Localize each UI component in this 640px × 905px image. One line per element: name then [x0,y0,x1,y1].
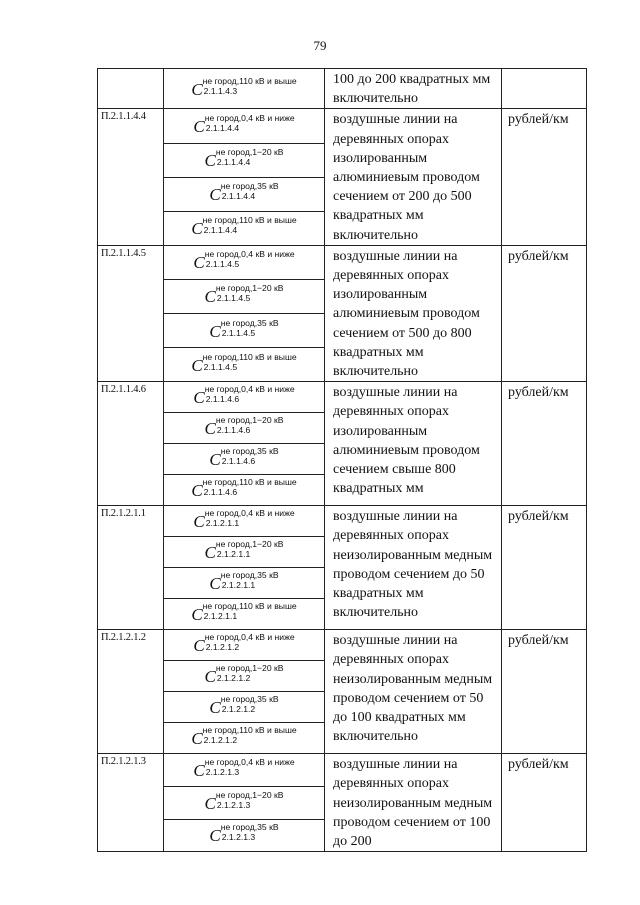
rate-index-stack [221,694,279,714]
rate-index-stack [205,384,295,404]
rate-formula [164,475,324,505]
rate-symbol-letter: C [193,116,205,136]
rate-superscript: не город,0,4 кВ и ниже [204,249,295,260]
rate-symbol-cell [164,723,325,754]
rate-index-stack [203,725,297,745]
rate-index-stack [216,283,284,303]
rate-formula [164,599,324,629]
rate-superscript: не город,110 кВ и выше [202,725,297,736]
row-description: 100 до 200 квадратных мм включительно [325,69,502,109]
rate-symbol-letter: C [193,253,205,273]
rate-formula [164,506,324,536]
rate-index-stack [205,632,295,652]
rate-symbol-letter: C [209,698,221,718]
rate-formula [164,382,324,412]
rate-subscript: 2.1.1.4.6 [221,456,256,467]
row-code [98,69,164,109]
rate-subscript: 2.1.1.4.6 [216,425,251,436]
rate-symbol-cell [164,69,325,109]
rate-subscript: 2.1.1.4.5 [203,361,238,372]
rate-symbol-cell [164,692,325,723]
rate-superscript: не город,35 кВ [220,181,279,192]
rate-formula [164,74,324,104]
rate-index-stack [221,446,279,466]
rate-index-stack [203,352,297,372]
rate-formula [164,247,324,277]
rate-subscript: 2.1.2.1.2 [221,704,256,715]
rate-formula [164,692,324,722]
rate-superscript: не город,1−20 кВ [215,283,284,294]
rate-symbol-cell [164,109,325,143]
rate-index-stack [205,249,295,269]
rate-superscript: не город,110 кВ и выше [202,351,297,362]
rate-symbol-letter: C [209,574,221,594]
rate-index-stack [216,147,284,167]
rate-superscript: не город,1−20 кВ [215,415,284,426]
rate-symbol-letter: C [193,388,205,408]
row-code: П.2.1.2.1.1 [98,506,164,630]
rate-formula [164,316,324,346]
rate-index-stack [221,318,279,338]
tariff-table-body [98,69,587,852]
rate-symbol-letter: C [204,793,216,813]
row-description: воздушные линии на деревянных опорах изолированным алюминиевым проводом сечением свыше 800 квадратных мм [325,382,502,506]
rate-subscript: 2.1.1.4.6 [203,487,238,498]
rate-index-stack [205,508,295,528]
rate-formula [164,111,324,141]
rate-superscript: не город,0,4 кВ и ниже [204,757,295,768]
table-row [98,754,587,787]
rate-symbol-letter: C [204,287,216,307]
rate-superscript: не город,0,4 кВ и ниже [204,384,295,395]
rate-symbol-letter: C [191,729,203,749]
rate-index-stack [203,215,297,235]
rate-index-stack [216,663,284,683]
rate-symbol-cell [164,506,325,537]
rate-symbol-letter: C [191,79,203,99]
rate-superscript: не город,35 кВ [220,694,279,705]
row-description: воздушные линии на деревянных опорах изолированным алюминиевым проводом сечением от 500 до 800 квадратных мм включительно [325,245,502,381]
rate-formula [164,820,324,850]
rate-symbol-letter: C [191,355,203,375]
rate-subscript: 2.1.2.1.1 [216,549,251,560]
table-row [98,506,587,537]
page-number: 79 [313,38,327,53]
rate-index-stack [216,415,284,435]
rate-symbol-letter: C [204,419,216,439]
rate-subscript: 2.1.2.1.1 [221,580,256,591]
rate-formula [164,350,324,380]
rate-symbol-cell [164,444,325,475]
rate-symbol-letter: C [193,512,205,532]
row-code: П.2.1.1.4.6 [98,382,164,506]
rate-subscript: 2.1.1.4.6 [205,394,240,405]
rate-formula [164,788,324,818]
rate-symbol-cell [164,819,325,852]
rate-subscript: 2.1.2.1.2 [203,735,238,746]
rate-subscript: 2.1.1.4.5 [216,293,251,304]
rate-subscript: 2.1.1.4.4 [221,191,256,202]
rate-symbol-cell [164,599,325,630]
table-row [98,69,587,109]
rate-symbol-cell [164,630,325,661]
rate-index-stack [221,181,279,201]
rate-superscript: не город,1−20 кВ [215,789,284,800]
rate-index-stack [221,822,279,842]
rate-index-stack [216,790,284,810]
rate-symbol-letter: C [191,219,203,239]
row-description: воздушные линии на деревянных опорах неизолированным медным проводом сечением от 50 до 100 квадратных мм включительно [325,630,502,754]
rate-subscript: 2.1.1.4.4 [216,157,251,168]
rate-superscript: не город,35 кВ [220,317,279,328]
rate-superscript: не город,35 кВ [220,822,279,833]
rate-index-stack [203,477,297,497]
rate-symbol-letter: C [209,321,221,341]
rate-index-stack [203,76,297,96]
rate-symbol-letter: C [209,826,221,846]
row-code: П.2.1.1.4.4 [98,109,164,245]
rate-superscript: не город,1−20 кВ [215,539,284,550]
rate-symbol-cell [164,211,325,245]
rate-superscript: не город,110 кВ и выше [202,477,297,488]
rate-symbol-cell [164,314,325,348]
rate-symbol-letter: C [209,185,221,205]
rate-symbol-letter: C [204,667,216,687]
row-unit: рублей/км [502,382,587,506]
rate-symbol-letter: C [193,761,205,781]
rate-subscript: 2.1.1.4.4 [205,122,240,133]
rate-index-stack [203,601,297,621]
rate-formula [164,281,324,311]
rate-index-stack [205,757,295,777]
rate-formula [164,723,324,753]
rate-superscript: не город,35 кВ [220,570,279,581]
rate-symbol-cell [164,382,325,413]
rate-superscript: не город,1−20 кВ [215,147,284,158]
row-code: П.2.1.1.4.5 [98,245,164,381]
rate-superscript: не город,0,4 кВ и ниже [204,632,295,643]
rate-superscript: не город,110 кВ и выше [202,215,297,226]
row-description: воздушные линии на деревянных опорах неизолированным медным проводом сечением до 50 квадратных мм включительно [325,506,502,630]
rate-formula [164,537,324,567]
rate-formula [164,661,324,691]
rate-symbol-letter: C [191,605,203,625]
rate-formula [164,213,324,243]
rate-subscript: 2.1.2.1.2 [205,642,240,653]
rate-subscript: 2.1.2.1.2 [216,673,251,684]
row-unit: рублей/км [502,506,587,630]
row-description: воздушные линии на деревянных опорах изолированным алюминиевым проводом сечением от 200 до 500 квадратных мм включительно [325,109,502,245]
rate-symbol-cell [164,475,325,506]
rate-superscript: не город,110 кВ и выше [202,601,297,612]
rate-subscript: 2.1.2.1.1 [205,518,240,529]
table-row [98,382,587,413]
rate-index-stack [221,570,279,590]
rate-symbol-letter: C [191,481,203,501]
rate-formula [164,145,324,175]
rate-subscript: 2.1.2.1.3 [216,799,251,810]
tariff-table [97,68,587,852]
rate-subscript: 2.1.1.4.3 [203,85,238,96]
table-row [98,630,587,661]
rate-formula [164,630,324,660]
rate-formula [164,444,324,474]
row-unit: рублей/км [502,109,587,245]
rate-symbol-cell [164,786,325,819]
row-unit: рублей/км [502,245,587,381]
rate-symbol-cell [164,661,325,692]
row-unit [502,69,587,109]
rate-symbol-cell [164,143,325,177]
rate-subscript: 2.1.1.4.5 [205,259,240,270]
rate-index-stack [216,539,284,559]
rate-symbol-letter: C [204,151,216,171]
rate-symbol-cell [164,177,325,211]
table-row [98,245,587,279]
rate-subscript: 2.1.1.4.5 [221,327,256,338]
rate-formula [164,179,324,209]
rate-superscript: не город,35 кВ [220,446,279,457]
row-code: П.2.1.2.1.3 [98,754,164,852]
rate-symbol-cell [164,348,325,382]
row-unit: рублей/км [502,630,587,754]
row-unit: рублей/км [502,754,587,852]
rate-symbol-cell [164,245,325,279]
rate-superscript: не город,110 кВ и выше [202,75,297,86]
rate-symbol-cell [164,279,325,313]
table-row [98,109,587,143]
rate-symbol-letter: C [204,543,216,563]
rate-symbol-letter: C [209,450,221,470]
rate-formula [164,568,324,598]
row-description: воздушные линии на деревянных опорах неизолированным медным проводом сечением от 100 до 200 [325,754,502,852]
rate-superscript: не город,0,4 кВ и ниже [204,112,295,123]
rate-superscript: не город,0,4 кВ и ниже [204,508,295,519]
rate-formula [164,413,324,443]
rate-index-stack [205,113,295,133]
rate-symbol-cell [164,537,325,568]
rate-subscript: 2.1.2.1.1 [203,611,238,622]
rate-symbol-cell [164,413,325,444]
rate-superscript: не город,1−20 кВ [215,663,284,674]
rate-formula [164,755,324,785]
row-code: П.2.1.2.1.2 [98,630,164,754]
rate-symbol-cell [164,754,325,787]
rate-subscript: 2.1.2.1.3 [221,832,256,843]
rate-subscript: 2.1.1.4.4 [203,225,238,236]
rate-subscript: 2.1.2.1.3 [205,767,240,778]
rate-symbol-letter: C [193,636,205,656]
rate-symbol-cell [164,568,325,599]
